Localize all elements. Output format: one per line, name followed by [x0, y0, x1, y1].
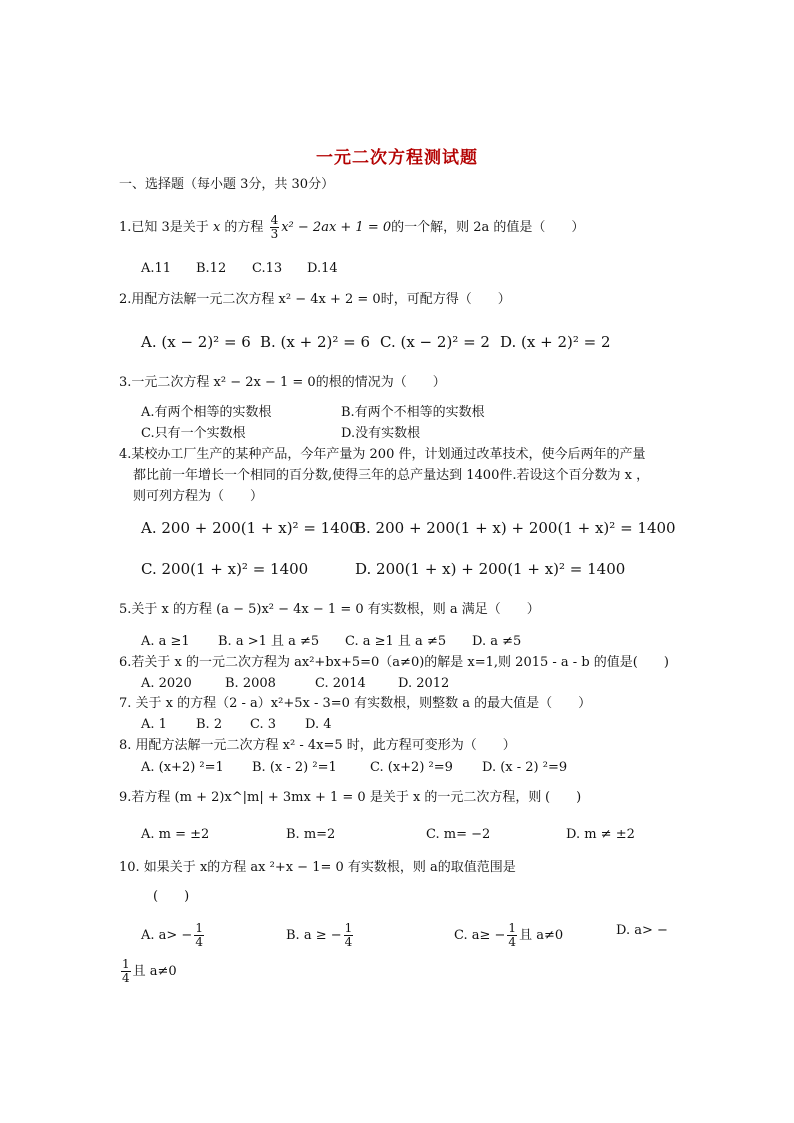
question-4-line-2: 都比前一年增长一个相同的百分数,使得三年的总产量达到 1400件.若设这个百分数为 x ，: [133, 468, 650, 483]
q7-option-a: A. 1: [141, 717, 167, 732]
q9-option-a: A. m = ±2: [141, 827, 210, 842]
q1-var: x: [212, 220, 221, 235]
question-3: 3.一元二次方程 x² − 2x − 1 = 0的根的情况为（ ）: [119, 375, 446, 390]
question-9: 9.若方程 (m + 2)x^|m| + 3mx + 1 = 0 是关于 x 的一元二次方程，则: [119, 790, 542, 805]
q7-option-b: B. 2: [196, 717, 223, 732]
q4-option-a: A. 200 + 200(1 + x)² = 1400: [141, 519, 359, 537]
q1-fraction: $\frac{4}{3}$: [270, 213, 279, 241]
q6-option-a: A. 2020: [141, 676, 192, 691]
q8-option-a: A. (x+2) ²=1: [141, 760, 224, 775]
q10-option-d-continued: $\frac{1}{4}$ 且 a≠0: [122, 957, 177, 985]
question-7: 7. 关于 x 的方程（2 - a）x²+5x - 3=0 有实数根，则整数 a 的最大值是（ ）: [119, 696, 592, 711]
q2-option-d: D. (x + 2)² = 2: [500, 333, 611, 351]
q8-option-d: D. (x - 2) ²=9: [482, 760, 568, 775]
section-heading: 一、选择题（每小题 3分，共 30分）: [119, 177, 335, 192]
q5-option-a: A. a ≥1: [141, 634, 190, 649]
q9-option-c: C. m= −2: [426, 827, 491, 842]
q4-option-d: D. 200(1 + x) + 200(1 + x)² = 1400: [355, 560, 626, 578]
question-8: 8. 用配方法解一元二次方程 x² - 4x=5 时，此方程可变形为（ ）: [119, 738, 516, 753]
q7-option-c: C. 3: [250, 717, 277, 732]
question-5: 5.关于 x 的方程 (a − 5)x² − 4x − 1 = 0 有实数根，则 a 满足（ ）: [119, 602, 540, 617]
q1-mid: 的方程: [220, 220, 264, 235]
q2-option-c: C. (x − 2)² = 2: [380, 333, 490, 351]
q3-option-c: C.只有一个实数根: [141, 426, 246, 441]
q1-equation: x² − 2ax + 1 = 0: [281, 220, 392, 235]
question-6: 6.若关于 x 的一元二次方程为 ax²+bx+5=0（a≠0)的解是 x=1,则 2015 - a - b 的值是( ): [119, 655, 669, 670]
q3-option-b: B.有两个不相等的实数根: [341, 405, 485, 420]
q8-option-c: C. (x+2) ²=9: [370, 760, 453, 775]
question-4-line-3: 则可列方程为（ ）: [133, 489, 264, 504]
q1-pre: 1.已知 3是关于: [119, 220, 213, 235]
question-4-line-1: 4.某校办工厂生产的某种产品，今年产量为 200 件，计划通过改革技术，使今后两年的产量: [119, 447, 646, 462]
q1-option-d: D.14: [307, 261, 338, 276]
q6-option-b: B. 2008: [225, 676, 276, 691]
q5-option-c: C. a ≥1 且 a ≠5: [345, 634, 447, 649]
q7-option-d: D. 4: [305, 717, 332, 732]
q9-option-b: B. m=2: [286, 827, 336, 842]
q10-option-d: D. a> −: [616, 923, 668, 938]
q6-option-c: C. 2014: [315, 676, 366, 691]
question-10: 10. 如果关于 x的方程 ax ²+x − 1= 0 有实数根，则 a的取值范围是: [119, 860, 516, 875]
q4-option-c: C. 200(1 + x)² = 1400: [141, 560, 309, 578]
page-title: 一元二次方程测试题: [316, 148, 478, 168]
q5-option-b: B. a >1 且 a ≠5: [218, 634, 320, 649]
question-1: [119, 214, 584, 241]
q9-option-d: D. m ≠ ±2: [566, 827, 635, 842]
q1-option-a: A.11: [141, 261, 172, 276]
q3-option-a: A.有两个相等的实数根: [141, 405, 272, 420]
q2-option-b: B. (x + 2)² = 6: [260, 333, 371, 351]
q5-option-d: D. a ≠5: [472, 634, 522, 649]
q3-option-d: D.没有实数根: [341, 426, 421, 441]
q10-answer-bracket: ( ): [153, 889, 190, 904]
q1-option-c: C.13: [252, 261, 283, 276]
q9-answer-bracket: ( ): [545, 790, 582, 805]
q1-option-b: B.12: [196, 261, 227, 276]
q2-option-a: A. (x − 2)² = 6: [141, 333, 251, 351]
q10-option-c: C. a≥ − $\frac{1}{4}$ 且 a≠0: [454, 921, 564, 949]
q8-option-b: B. (x - 2) ²=1: [252, 760, 337, 775]
question-2: 2.用配方法解一元二次方程 x² − 4x + 2 = 0时，可配方得（ ）: [119, 292, 511, 307]
q4-option-b: B. 200 + 200(1 + x) + 200(1 + x)² = 1400: [355, 519, 676, 537]
q10-option-a: A. a> − $\frac{1}{4}$: [141, 921, 203, 949]
q1-post: 的一个解，则 2a 的值是（ ）: [391, 220, 585, 235]
q6-option-d: D. 2012: [398, 676, 450, 691]
q10-option-b: B. a ≥ − $\frac{1}{4}$: [286, 921, 353, 949]
